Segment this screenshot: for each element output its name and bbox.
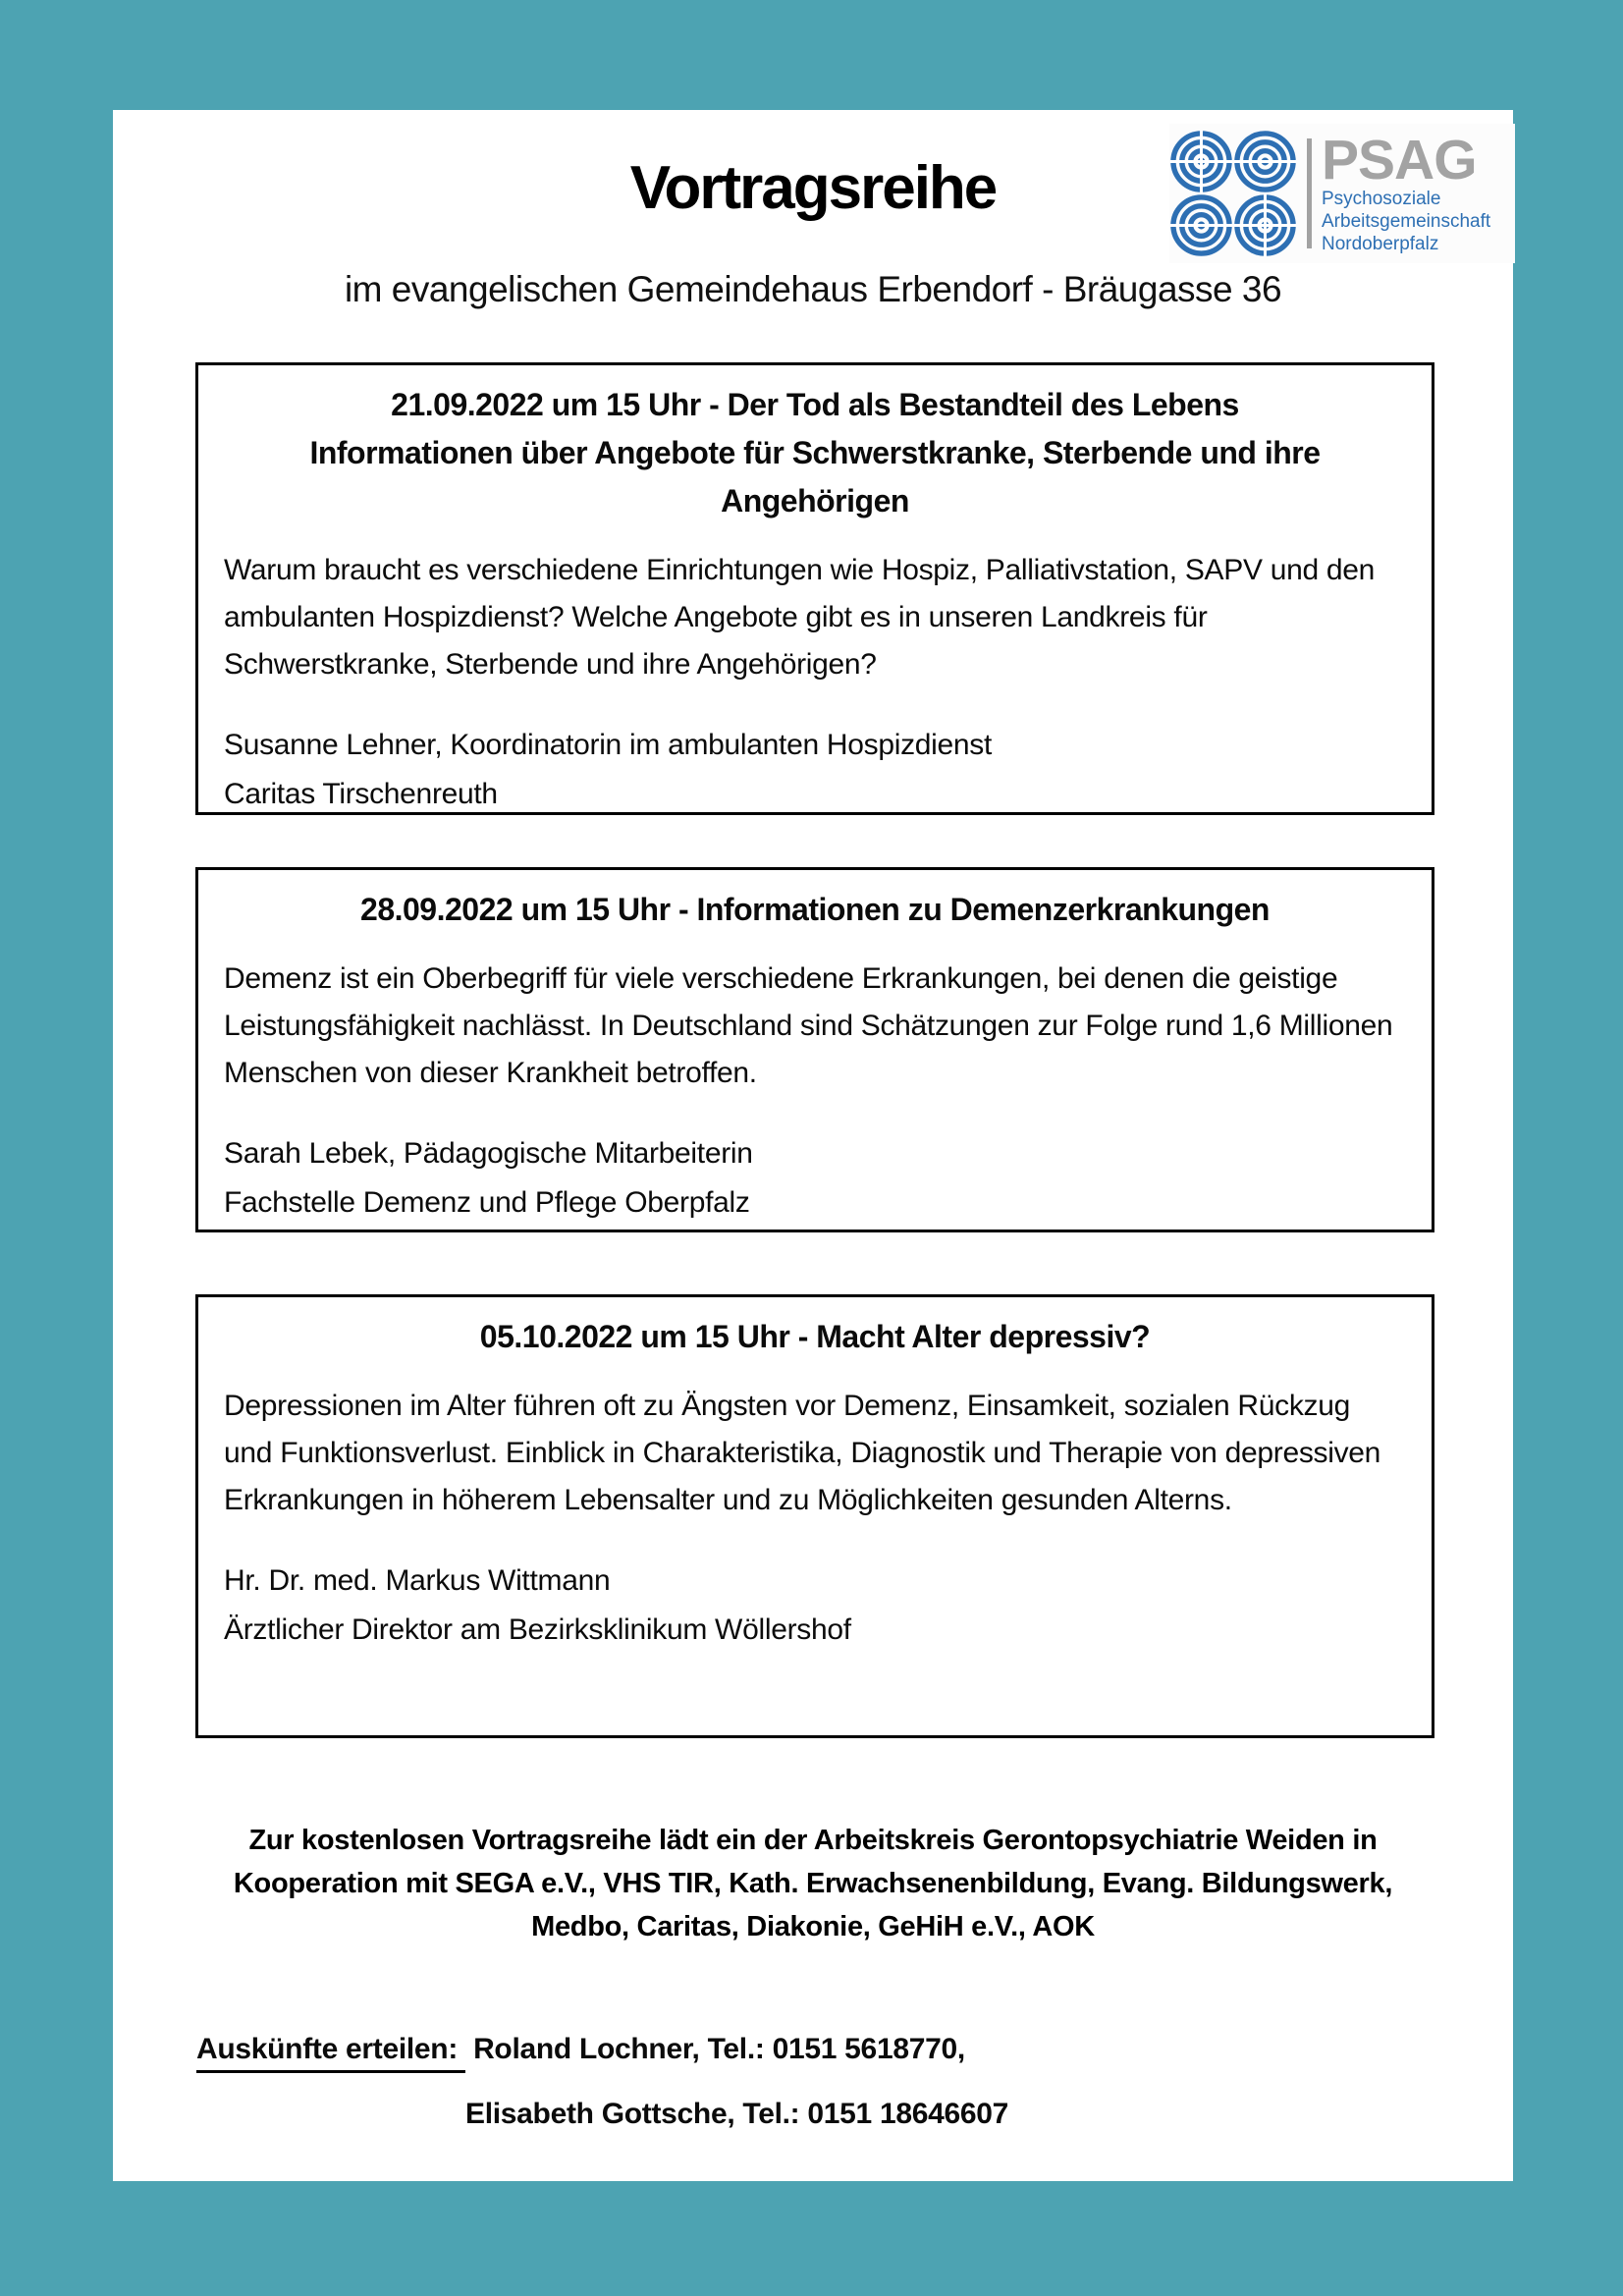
event-3-speaker-name: Hr. Dr. med. Markus Wittmann	[224, 1564, 611, 1597]
invitation-paragraph: Zur kostenlosen Vortragsreihe lädt ein der Arbeitskreis Gerontopsychiatrie Weiden in Kooperation mit SEGA e.V., VHS TIR, Kath. Erwachsenenbildung, Evang. Bildungswerk, Medbo, Caritas, Diakonie, GeHiH e.V., AOK	[233, 1825, 1393, 1942]
event-3-title	[224, 1313, 1406, 1361]
event-1-title-line1: 21.09.2022 um 15 Uhr - Der Tod als Bestandteil des Lebens	[391, 387, 1239, 422]
psag-logo	[1169, 124, 1515, 263]
psag-rings-icon	[1169, 130, 1297, 257]
event-card-3	[195, 1294, 1434, 1738]
logo-acronym: PSAG	[1322, 128, 1477, 191]
flyer-content-area	[113, 110, 1513, 2181]
event-2-title-line1: 28.09.2022 um 15 Uhr - Informationen zu Demenzerkrankungen	[360, 892, 1270, 927]
event-card-2	[195, 867, 1434, 1232]
contact-line-1	[196, 2033, 965, 2073]
logo-subtext-line2: Arbeitsgemeinschaft	[1322, 210, 1491, 232]
event-1-speaker-organization: Caritas Tirschenreuth	[224, 778, 498, 810]
logo-subtext-line3: Nordoberpfalz	[1322, 233, 1439, 254]
event-1-speaker-name: Susanne Lehner, Koordinatorin im ambulanten Hospizdienst	[224, 729, 993, 761]
event-2-title	[224, 886, 1406, 934]
event-2-speaker-name: Sarah Lebek, Pädagogische Mitarbeiterin	[224, 1137, 753, 1170]
event-1-speaker-block	[224, 721, 1406, 819]
venue-subtitle: im evangelischen Gemeindehaus Erbendorf - Bräugasse 36	[344, 269, 1282, 309]
contact-person-2: Elisabeth Gottsche, Tel.: 0151 18646607	[465, 2098, 1009, 2130]
event-2-speaker-block	[224, 1129, 1406, 1228]
event-3-speaker-block	[224, 1557, 1406, 1655]
contact-label: Auskünfte erteilen:	[196, 2033, 465, 2073]
event-2-description: Demenz ist ein Oberbegriff für viele verschiedene Erkrankungen, bei denen die geistige Leistungsfähigkeit nachlässt. In Deutschland sind Schätzungen zur Folge rund 1,6 Millionen Menschen von dieser Krankheit betroffen.	[224, 962, 1393, 1089]
logo-subtext-line1: Psychosoziale	[1322, 188, 1441, 209]
event-1-title	[224, 381, 1406, 525]
event-3-speaker-organization: Ärztlicher Direktor am Bezirksklinikum Wöllershof	[224, 1613, 851, 1646]
event-card-1	[195, 362, 1434, 815]
contact-person-1: Roland Lochner, Tel.: 0151 5618770,	[473, 2033, 965, 2065]
logo-divider	[1307, 138, 1312, 248]
event-3-title-line1: 05.10.2022 um 15 Uhr - Macht Alter depressiv?	[479, 1319, 1151, 1354]
event-3-description: Depressionen im Alter führen oft zu Ängsten vor Demenz, Einsamkeit, sozialen Rückzug und Funktionsverlust. Einblick in Charakteristika, Diagnostik und Therapie von depressiven Erkrankungen in höherem Lebensalter und zu Möglichkeiten gesunden Alterns.	[224, 1390, 1381, 1516]
page-title: Vortragsreihe	[629, 154, 997, 222]
logo-text	[1322, 128, 1491, 255]
event-2-speaker-organization: Fachstelle Demenz und Pflege Oberpfalz	[224, 1186, 750, 1219]
event-1-title-line2: Informationen über Angebote für Schwerstkranke, Sterbende und ihre Angehörigen	[309, 435, 1321, 519]
event-1-description: Warum braucht es verschiedene Einrichtungen wie Hospiz, Palliativstation, SAPV und den ambulanten Hospizdienst? Welche Angebote gibt es in unseren Landkreis für Schwerstkranke, Sterbende und ihre Angehörigen?	[224, 554, 1376, 681]
